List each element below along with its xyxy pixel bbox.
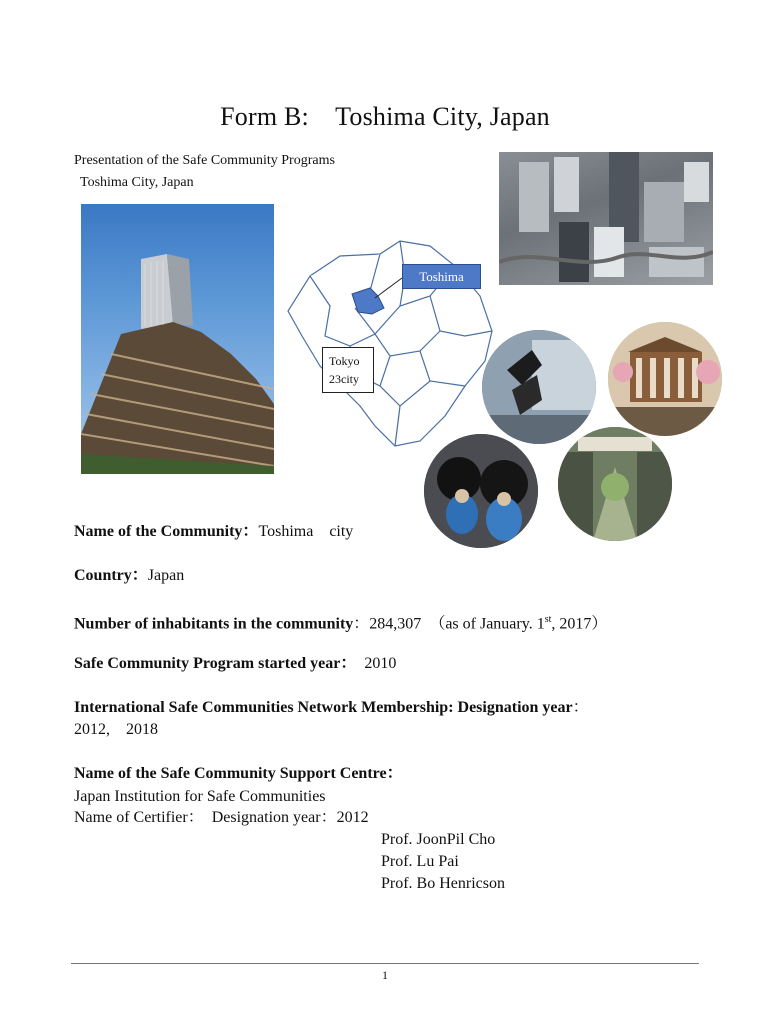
- isc-designation-years: 2012, 2018: [74, 721, 159, 738]
- certifier-name: Prof. Bo Henricson: [381, 875, 505, 892]
- inhabitants-note-sup: st: [544, 614, 552, 625]
- page-number: 1: [382, 968, 388, 982]
- isc-membership-colon: ：: [572, 699, 589, 716]
- subtitle-line-2: Toshima City, Japan: [80, 175, 194, 190]
- country-value: Japan: [147, 567, 185, 584]
- map-label-tokyo-line2: 23city: [329, 372, 359, 386]
- inhabitants-note-end: , 2017）: [551, 615, 608, 633]
- map-label-tokyo-23city: [322, 347, 374, 393]
- certifier-name: Prof. Lu Pai: [381, 853, 459, 870]
- program-start-label: Safe Community Program started year：: [74, 655, 349, 672]
- circle-photo-shopping-street: [558, 427, 672, 541]
- map-label-tokyo-line1: Tokyo: [329, 354, 360, 368]
- inhabitants-label: Number of inhabitants in the community: [74, 615, 354, 633]
- program-start-value: 2010: [348, 655, 397, 672]
- footer-divider: [71, 963, 699, 964]
- circle-photo-sculpture: [482, 330, 596, 444]
- inhabitants-row: [74, 609, 714, 635]
- certifier-name: Prof. JoonPil Cho: [381, 831, 496, 848]
- aerial-city-photo: [499, 152, 713, 285]
- tower-photo: [81, 204, 274, 474]
- document-title: Form B: Toshima City, Japan: [220, 102, 550, 131]
- community-name-label: Name of the Community：: [74, 523, 259, 540]
- inhabitants-note: （as of January. 1: [421, 615, 545, 633]
- certifier-line: Name of Certifier： Designation year：2012: [74, 809, 369, 826]
- circle-photo-historic-building: [608, 322, 722, 436]
- isc-membership-label: International Safe Communities Network Membership: Designation year: [74, 699, 573, 716]
- isc-membership-row: [74, 697, 589, 719]
- circle-photo-costumed-performers: [424, 434, 538, 548]
- community-name-row: [74, 521, 353, 543]
- map-label-toshima: Toshima: [402, 264, 481, 289]
- support-centre-row: [74, 763, 403, 785]
- country-label: Country：: [74, 567, 148, 584]
- community-name-value: Toshima city: [258, 523, 354, 540]
- inhabitants-value: ：284,307: [353, 615, 422, 633]
- program-start-row: [74, 653, 396, 675]
- country-row: [74, 565, 184, 587]
- support-centre-label: Name of the Safe Community Support Centre：: [74, 765, 403, 782]
- support-centre-value: Japan Institution for Safe Communities: [74, 788, 326, 805]
- subtitle-line-1: Presentation of the Safe Community Programs: [74, 153, 335, 168]
